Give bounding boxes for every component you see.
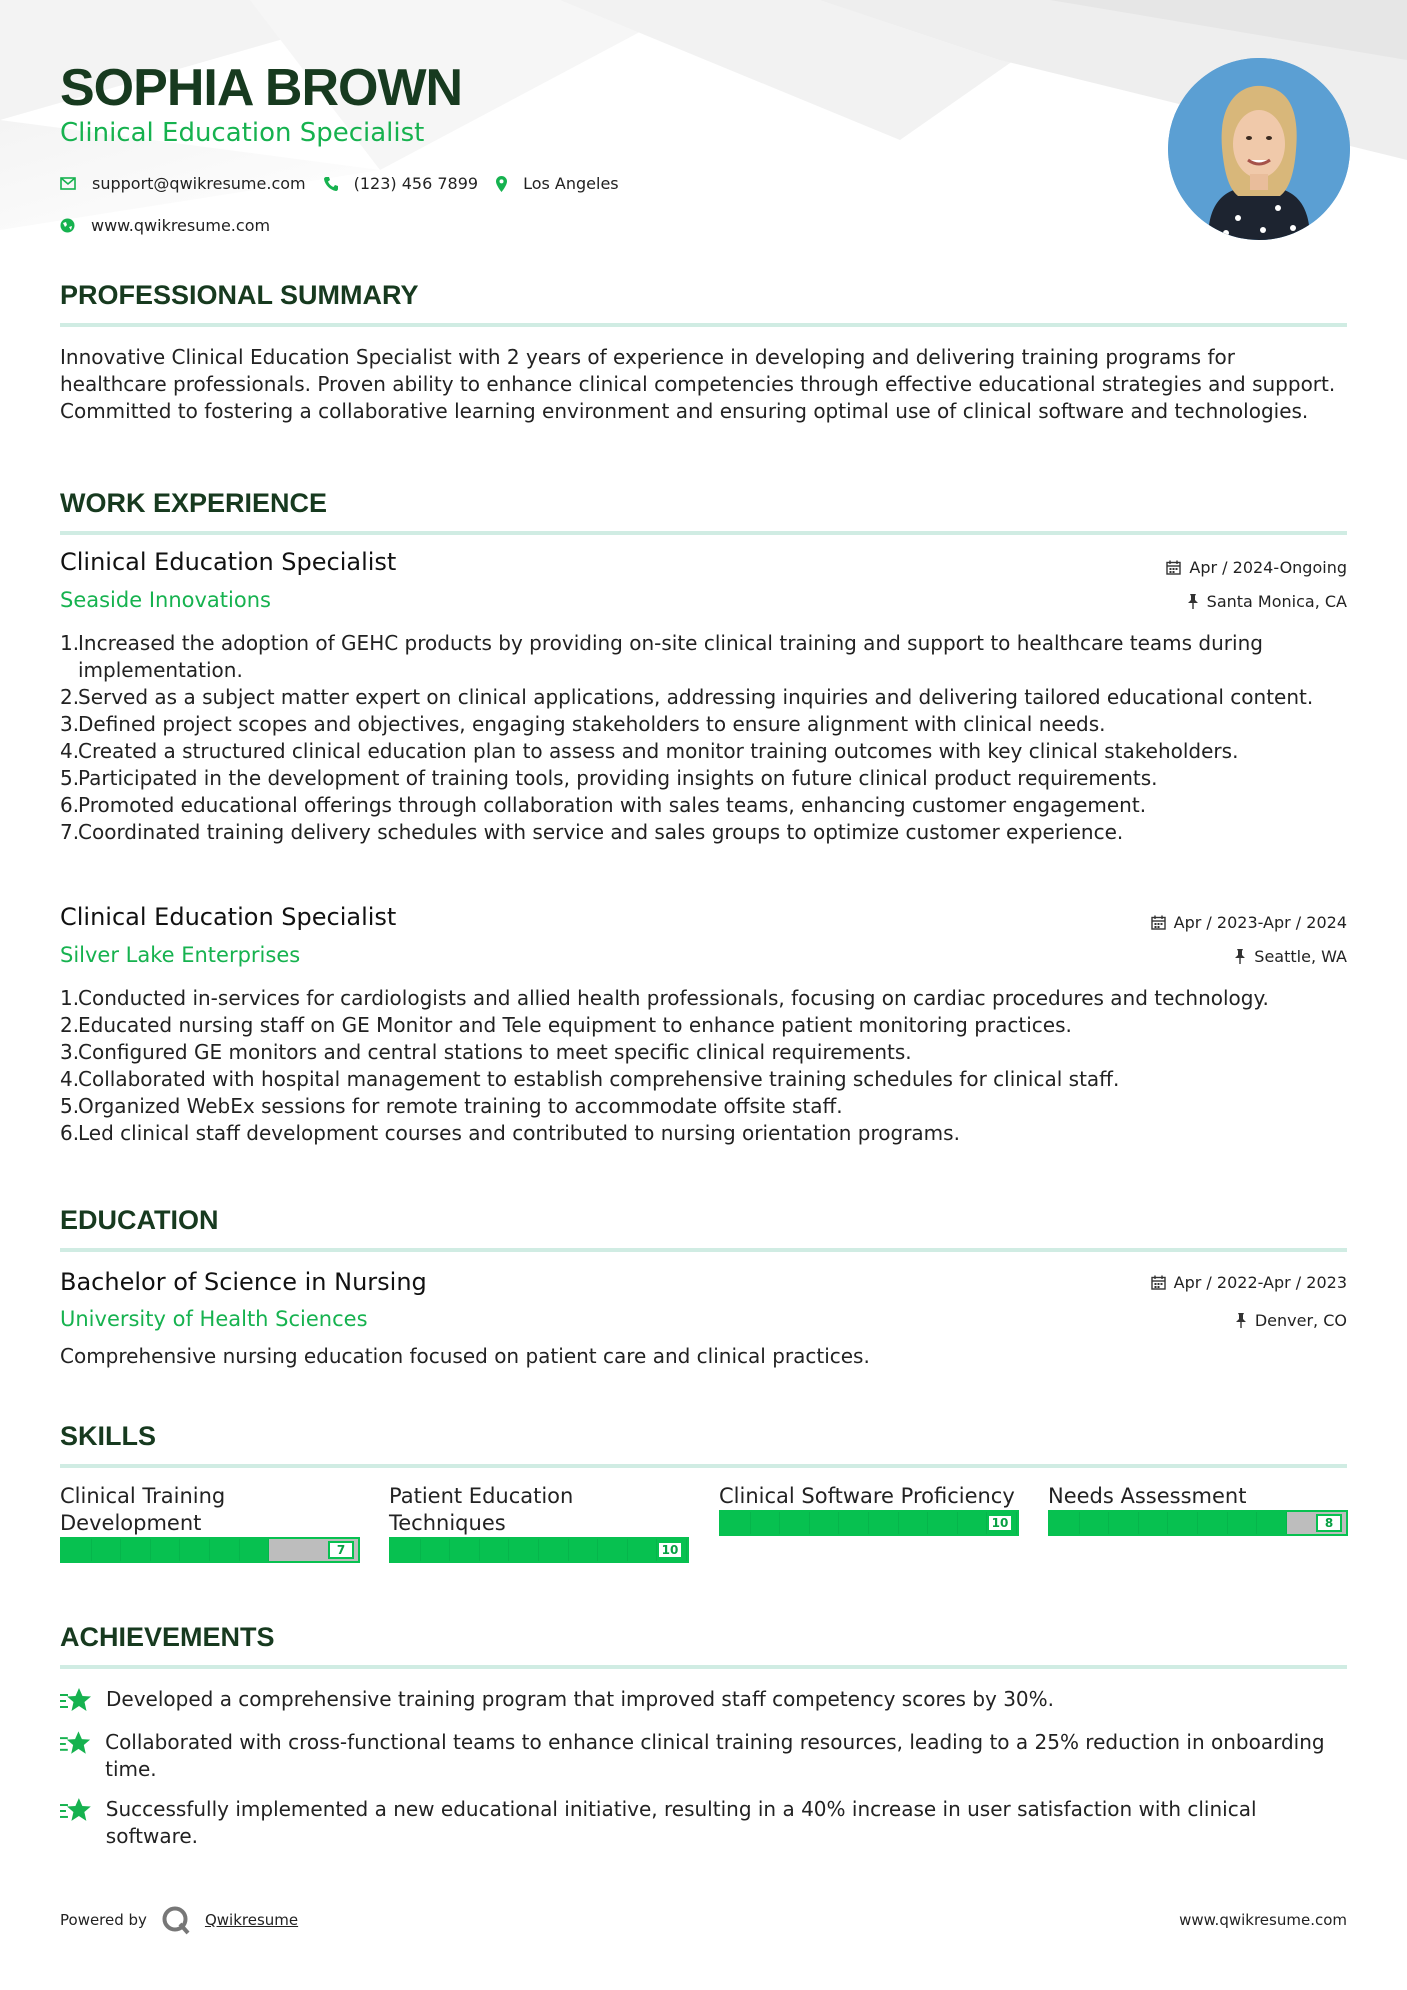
globe-icon — [60, 218, 75, 233]
skill-label: Clinical Training Development — [60, 1484, 226, 1535]
star-badge-icon — [60, 1686, 92, 1714]
pushpin-icon — [1234, 949, 1246, 964]
section-heading-summary: PROFESSIONAL SUMMARY — [60, 280, 1347, 327]
brand-link[interactable]: Qwikresume — [204, 1911, 299, 1929]
skill-label: Needs Assessment — [1048, 1484, 1247, 1508]
job-1-role: Clinical Education Specialist — [60, 548, 397, 576]
job-2-location — [1234, 947, 1347, 966]
section-heading-achievements: ACHIEVEMENTS — [60, 1622, 1347, 1669]
skill-level-fill — [721, 1512, 1017, 1534]
list-item: 2. Educated nursing staff on GE Monitor and Tele equipment to enhance patient monitoring practices. — [60, 1013, 1072, 1037]
job-2-dates — [1151, 913, 1347, 932]
achievement-item — [60, 1796, 1347, 1850]
job-2-role: Clinical Education Specialist — [60, 903, 397, 931]
contact-email[interactable] — [60, 174, 306, 193]
achievement-text: Collaborated with cross-functional teams to enhance clinical training resources, leading to a 25% reduction in onboarding time. — [105, 1730, 1325, 1781]
skill-level-fill — [62, 1539, 269, 1561]
achievement-item — [60, 1686, 1347, 1714]
job-1-location — [1187, 592, 1347, 611]
list-item: 6. Led clinical staff development courses and contributed to nursing orientation programs. — [60, 1121, 960, 1145]
candidate-title: Clinical Education Specialist — [60, 118, 425, 148]
achievement-text: Developed a comprehensive training program that improved staff competency scores by 30%. — [106, 1687, 1055, 1711]
job-1-location-text: Santa Monica, CA — [1206, 592, 1347, 611]
list-item: 6. Promoted educational offerings through collaboration with sales teams, enhancing customer engagement. — [60, 793, 1147, 817]
contact-location — [496, 174, 619, 193]
calendar-icon — [1151, 915, 1166, 930]
powered-by — [60, 1905, 298, 1935]
skill-level-bar — [719, 1510, 1019, 1536]
calendar-icon — [1166, 560, 1181, 575]
skill-level-bar — [389, 1537, 689, 1563]
qwikresume-logo-icon — [161, 1905, 191, 1935]
list-item: 4. Created a structured clinical education plan to assess and monitor training outcomes with key clinical stakeholders. — [60, 739, 1239, 763]
list-item: 5. Organized WebEx sessions for remote training to accommodate offsite staff. — [60, 1094, 843, 1118]
job-2-location-text: Seattle, WA — [1254, 947, 1347, 966]
list-item: 3. Defined project scopes and objectives, engaging stakeholders to ensure alignment with clinical needs. — [60, 712, 1106, 736]
education-location-text: Denver, CO — [1254, 1311, 1347, 1330]
education-description: Comprehensive nursing education focused on patient care and clinical practices. — [60, 1344, 870, 1368]
website-text: www.qwikresume.com — [91, 216, 271, 235]
profile-photo — [1168, 58, 1350, 240]
job-2-bullets — [60, 985, 1347, 1147]
contact-website[interactable] — [60, 216, 270, 235]
job-1-company: Seaside Innovations — [60, 588, 271, 612]
list-item: 2. Served as a subject matter expert on clinical applications, addressing inquiries and delivering tailored educational content. — [60, 685, 1314, 709]
skill-item — [389, 1483, 689, 1563]
email-text: support@qwikresume.com — [92, 174, 306, 193]
job-2-dates-text: Apr / 2023-Apr / 2024 — [1173, 913, 1347, 932]
skill-level-number: 10 — [987, 1514, 1013, 1532]
education-school: University of Health Sciences — [60, 1307, 368, 1331]
job-2-company: Silver Lake Enterprises — [60, 943, 301, 967]
achievement-item — [60, 1729, 1347, 1783]
skill-label: Clinical Software Proficiency — [719, 1484, 1015, 1508]
pushpin-icon — [1187, 594, 1199, 609]
candidate-name: SOPHIA BROWN — [60, 59, 463, 117]
skill-level-fill — [1050, 1512, 1287, 1534]
phone-text: (123) 456 7899 — [353, 174, 479, 193]
education-dates-text: Apr / 2022-Apr / 2023 — [1173, 1273, 1347, 1292]
education-degree: Bachelor of Science in Nursing — [60, 1268, 427, 1296]
list-item: 1. Conducted in-services for cardiologists and allied health professionals, focusing on cardiac procedures and technology. — [60, 986, 1269, 1010]
map-pin-icon — [496, 176, 507, 192]
location-text: Los Angeles — [523, 174, 619, 193]
phone-icon — [324, 176, 338, 191]
summary-text: Innovative Clinical Education Specialist with 2 years of experience in developing and delivering training programs for healthcare professionals. Proven ability to enhance clinical competencies through effective educational strategies and support. Committed to fostering a collaborative learning environment and ensuring optimal use of clinical software and technologies. — [60, 345, 1336, 423]
skill-level-bar — [1048, 1510, 1348, 1536]
powered-by-label: Powered by — [60, 1911, 147, 1929]
skill-label: Patient Education Techniques — [389, 1484, 574, 1535]
skill-item — [60, 1483, 360, 1563]
skill-level-number: 7 — [328, 1541, 354, 1559]
job-1-dates — [1166, 558, 1347, 577]
section-heading-experience: WORK EXPERIENCE — [60, 488, 1347, 535]
list-item: 7. Coordinated training delivery schedules with service and sales groups to optimize customer experience. — [60, 820, 1124, 844]
section-heading-skills: SKILLS — [60, 1421, 1347, 1468]
education-location — [1235, 1311, 1347, 1330]
list-item: 4. Collaborated with hospital management to establish comprehensive training schedules for clinical staff. — [60, 1067, 1120, 1091]
education-dates — [1151, 1273, 1347, 1292]
section-heading-education: EDUCATION — [60, 1205, 1347, 1252]
pushpin-icon — [1235, 1313, 1247, 1328]
job-1-bullets — [60, 630, 1347, 846]
job-1-dates-text: Apr / 2024-Ongoing — [1189, 558, 1347, 577]
contact-phone[interactable] — [324, 174, 478, 193]
list-item: 1. Increased the adoption of GEHC products by providing on-site clinical training and support to healthcare teams during implementation. — [60, 631, 1263, 682]
envelope-icon — [60, 177, 76, 190]
list-item: 3. Configured GE monitors and central stations to meet specific clinical requirements. — [60, 1040, 912, 1064]
achievement-text: Successfully implemented a new educational initiative, resulting in a 40% increase in user satisfaction with clinical software. — [105, 1797, 1257, 1848]
list-item: 5. Participated in the development of training tools, providing insights on future clinical product requirements. — [60, 766, 1158, 790]
skill-item — [1048, 1483, 1348, 1536]
footer-site-link[interactable]: www.qwikresume.com — [1179, 1911, 1347, 1929]
star-badge-icon — [60, 1796, 92, 1824]
skill-level-bar — [60, 1537, 360, 1563]
calendar-icon — [1151, 1275, 1166, 1290]
skill-item — [719, 1483, 1019, 1536]
contact-row — [60, 174, 637, 193]
footer — [60, 1905, 1347, 1935]
contact-row-2 — [60, 216, 288, 235]
skill-level-number: 8 — [1316, 1514, 1342, 1532]
skill-level-fill — [391, 1539, 687, 1561]
star-badge-icon — [60, 1729, 91, 1757]
skill-level-number: 10 — [657, 1541, 683, 1559]
